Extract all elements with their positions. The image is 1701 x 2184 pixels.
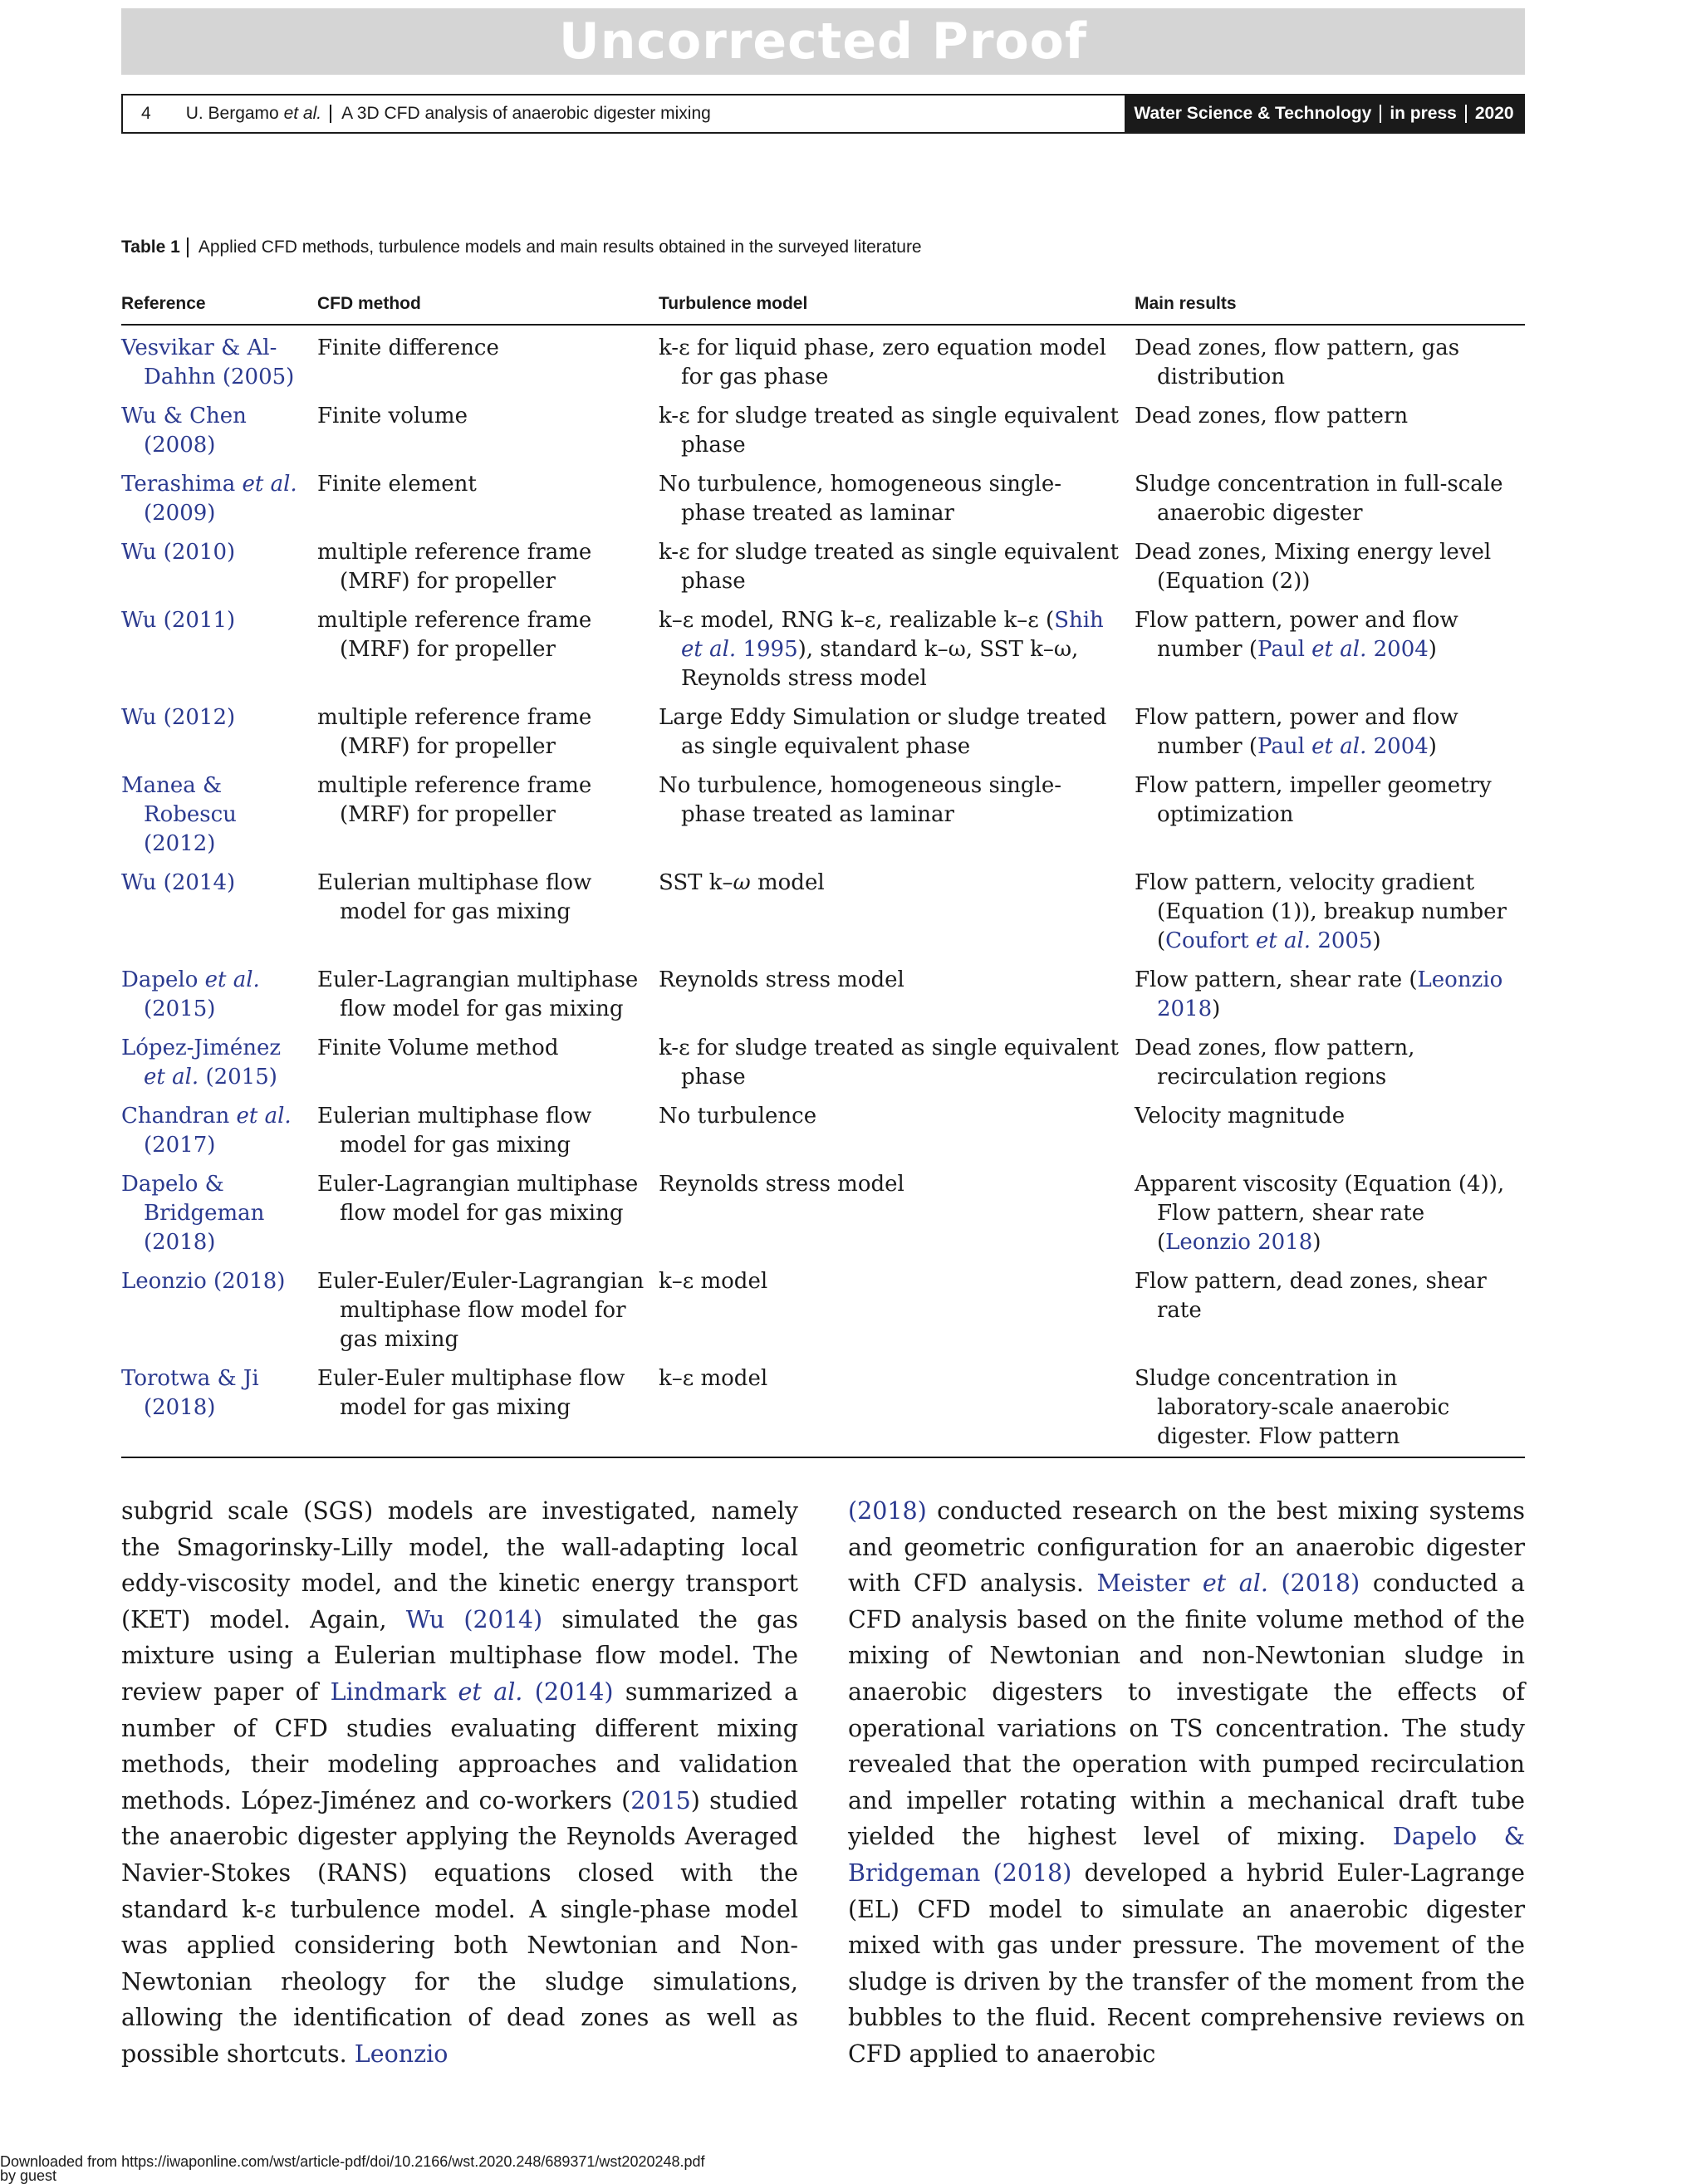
body-text: developed a hybrid Euler-Lagrange (EL) CFD model to simulate an anaerobic digester mixed with gas under pressure. The movement of the sludge is driven by the transfer of the moment from the bubbles to the fluid. Recent comprehensive reviews on CFD applied to anaerobic xyxy=(848,1858,1525,2068)
turbulence-model-cell xyxy=(659,606,1135,703)
journal-box xyxy=(1125,95,1523,132)
cell-text: Flow pattern, impeller geometry optimization xyxy=(1135,773,1492,827)
table-row xyxy=(121,325,1525,402)
cell-text: k–ε model, RNG k–ε, realizable k–ε ( xyxy=(659,608,1055,633)
header-reference: Reference xyxy=(121,291,317,325)
literature-table xyxy=(121,291,1525,1458)
reference-cell xyxy=(121,869,317,966)
table-caption xyxy=(121,237,922,257)
citation-link[interactable]: Dapelo & Bridgeman (2018) xyxy=(121,1172,265,1255)
journal-status: in press xyxy=(1390,104,1457,123)
citation-link[interactable]: et al. xyxy=(681,637,737,662)
turbulence-model-cell xyxy=(659,1102,1135,1170)
header-main-results: Main results xyxy=(1135,291,1525,325)
reference-cell xyxy=(121,1267,317,1364)
body-text: summarized a number of CFD studies evaluating different mixing methods, their modeling approaches and validation methods. López-Jiménez and co-workers ( xyxy=(121,1677,799,1814)
reference-cell xyxy=(121,1034,317,1102)
cfd-method-cell xyxy=(317,703,659,771)
main-results-cell xyxy=(1135,606,1525,703)
cfd-method-cell xyxy=(317,771,659,869)
journal-name: Water Science & Technology xyxy=(1134,104,1372,123)
cfd-method-cell xyxy=(317,869,659,966)
cfd-method-cell xyxy=(317,1267,659,1364)
cell-text: k–ε model xyxy=(659,1269,768,1294)
citation-link[interactable]: Chandran xyxy=(121,1104,237,1129)
cfd-method-cell xyxy=(317,325,659,402)
cell-text: Finite difference xyxy=(317,335,499,360)
citation-link[interactable]: et al. xyxy=(242,472,297,497)
cell-text: multiple reference frame (MRF) for propeller xyxy=(317,540,592,594)
reference-cell xyxy=(121,538,317,606)
cell-text: Reynolds stress model xyxy=(659,1172,904,1197)
table-row xyxy=(121,538,1525,606)
table-label: Table 1 xyxy=(121,237,180,257)
turbulence-model-cell xyxy=(659,538,1135,606)
citation-link[interactable]: et al. xyxy=(1202,1569,1268,1598)
citation-link[interactable]: Wu & Chen (2008) xyxy=(121,404,247,458)
citation-link[interactable]: 2004 xyxy=(1366,734,1429,759)
divider xyxy=(187,237,189,257)
cell-text: Flow pattern, shear rate ( xyxy=(1135,967,1418,992)
cell-text: Eulerian multiphase flow model for gas mixing xyxy=(317,1104,592,1158)
cell-text: ) xyxy=(1372,928,1381,953)
cell-text: Finite Volume method xyxy=(317,1036,559,1060)
table-row xyxy=(121,703,1525,771)
cell-text: ) xyxy=(1428,637,1437,662)
cell-text: Reynolds stress model xyxy=(659,967,904,992)
main-results-cell xyxy=(1135,771,1525,869)
citation-link[interactable]: (2014) xyxy=(522,1677,614,1706)
cell-text: Euler-Lagrangian multiphase flow model for gas mixing xyxy=(317,1172,639,1226)
cell-text: Large Eddy Simulation or sludge treated as single equivalent phase xyxy=(659,705,1107,759)
reference-cell xyxy=(121,1102,317,1170)
citation-link[interactable]: Leonzio 2018 xyxy=(1165,1230,1313,1255)
citation-link[interactable]: (2018) xyxy=(1267,1569,1360,1598)
table-row xyxy=(121,1267,1525,1364)
cell-text: Dead zones, flow pattern xyxy=(1135,404,1409,428)
table-row xyxy=(121,1364,1525,1457)
cell-text: Finite volume xyxy=(317,404,468,428)
cell-text: No turbulence xyxy=(659,1104,817,1129)
citation-link[interactable]: Wu (2012) xyxy=(121,705,236,730)
running-head-authors: U. Bergamo xyxy=(185,104,284,123)
cell-text: ) xyxy=(1312,1230,1321,1255)
turbulence-model-cell xyxy=(659,470,1135,538)
cell-text: k-ε for sludge treated as single equivalent phase xyxy=(659,404,1119,458)
cell-text: Flow pattern, power and flow number ( xyxy=(1135,608,1458,662)
cfd-method-cell xyxy=(317,470,659,538)
reference-cell xyxy=(121,966,317,1034)
cell-text: Sludge concentration in laboratory-scale anaerobic digester. Flow pattern xyxy=(1135,1366,1450,1449)
uncorrected-proof-banner: Uncorrected Proof xyxy=(121,8,1525,75)
body-column-left xyxy=(121,1493,798,2073)
cell-text: k-ε for sludge treated as single equivalent phase xyxy=(659,540,1119,594)
turbulence-model-cell xyxy=(659,771,1135,869)
cell-text: ), standard k–ω, SST k–ω, Reynolds stress model xyxy=(681,637,1079,691)
cell-text: ) xyxy=(1428,734,1437,759)
reference-cell xyxy=(121,325,317,402)
main-results-cell xyxy=(1135,538,1525,606)
cell-text: Flow pattern, dead zones, shear rate xyxy=(1135,1269,1487,1323)
running-head xyxy=(121,94,1525,134)
citation-link[interactable]: Meister xyxy=(1096,1569,1203,1598)
citation-link[interactable]: 2005 xyxy=(1311,928,1373,953)
citation-link[interactable]: Paul xyxy=(1257,637,1312,662)
citation-link[interactable]: Wu (2014) xyxy=(405,1605,543,1633)
main-results-cell xyxy=(1135,1267,1525,1364)
turbulence-model-cell xyxy=(659,703,1135,771)
cfd-method-cell xyxy=(317,966,659,1034)
download-byline: by guest xyxy=(0,2167,57,2184)
table-row xyxy=(121,1102,1525,1170)
body-text: simulated the gas mixture using a Eulerian multiphase flow model. The review paper of xyxy=(121,1605,798,1706)
cell-text: multiple reference frame (MRF) for propeller xyxy=(317,608,592,662)
table-caption-text: Applied CFD methods, turbulence models and main results obtained in the surveyed literature xyxy=(198,237,922,257)
citation-link[interactable]: Leonzio 2018 xyxy=(1157,967,1503,1021)
citation-link[interactable]: Paul xyxy=(1257,734,1312,759)
citation-link[interactable]: Dapelo xyxy=(121,967,205,992)
cell-text: Dead zones, flow pattern, recirculation regions xyxy=(1135,1036,1415,1090)
citation-link[interactable]: et al. xyxy=(236,1104,292,1129)
citation-link[interactable]: Torotwa & Ji (2018) xyxy=(121,1366,259,1420)
cell-text: Euler-Euler/Euler-Lagrangian multiphase flow model for gas mixing xyxy=(317,1269,645,1352)
table-body xyxy=(121,325,1525,1457)
citation-link[interactable]: Vesvikar & Al-Dahhn (2005) xyxy=(121,335,295,389)
cell-text: Euler-Lagrangian multiphase flow model for gas mixing xyxy=(317,967,639,1021)
main-results-cell xyxy=(1135,966,1525,1034)
reference-cell xyxy=(121,771,317,869)
cell-text: Flow pattern, velocity gradient (Equation (1)), breakup number ( xyxy=(1135,870,1507,953)
citation-link[interactable]: et al. xyxy=(458,1677,523,1706)
page-number: 4 xyxy=(141,104,151,123)
turbulence-model-cell xyxy=(659,1364,1135,1457)
reference-cell xyxy=(121,1170,317,1267)
turbulence-model-cell xyxy=(659,402,1135,470)
citation-link[interactable]: et al. xyxy=(1311,637,1367,662)
cell-text: Euler-Euler multiphase flow model for gas mixing xyxy=(317,1366,625,1420)
cell-text: multiple reference frame (MRF) for propeller xyxy=(317,705,592,759)
cell-text: ω xyxy=(733,870,751,895)
citation-link[interactable]: Manea & Robescu (2012) xyxy=(121,773,237,856)
divider xyxy=(1380,105,1381,123)
reference-cell xyxy=(121,606,317,703)
running-head-title: A 3D CFD analysis of anaerobic digester mixing xyxy=(341,104,711,123)
table-row xyxy=(121,1170,1525,1267)
divider xyxy=(330,105,331,123)
cfd-method-cell xyxy=(317,606,659,703)
download-footer xyxy=(0,2155,705,2183)
table-row xyxy=(121,1034,1525,1102)
citation-link[interactable]: et al. xyxy=(1255,928,1311,953)
header-turbulence-model: Turbulence model xyxy=(659,291,1135,325)
main-results-cell xyxy=(1135,325,1525,402)
cell-text: k–ε model xyxy=(659,1366,768,1391)
cfd-method-cell xyxy=(317,402,659,470)
main-results-cell xyxy=(1135,470,1525,538)
citation-link[interactable]: (2018) xyxy=(848,1497,927,1525)
cell-text: Finite element xyxy=(317,472,477,497)
citation-link[interactable]: Lindmark xyxy=(330,1677,458,1706)
cell-text: k-ε for sludge treated as single equivalent phase xyxy=(659,1036,1119,1090)
cell-text: model xyxy=(750,870,825,895)
citation-link[interactable]: Dapelo & Bridgeman (2018) xyxy=(848,1823,1526,1887)
turbulence-model-cell xyxy=(659,1034,1135,1102)
turbulence-model-cell xyxy=(659,869,1135,966)
main-results-cell xyxy=(1135,1102,1525,1170)
table-row xyxy=(121,869,1525,966)
cell-text: Flow pattern, power and flow number ( xyxy=(1135,705,1458,759)
body-text: ) studied the anaerobic digester applying the Reynolds Averaged Navier-Stokes (RANS) equations closed with the standard k-ε turbulence model. A single-phase model was applied considering both Newtonian and Non-Newtonian rheology for the sludge simulations, allowing the identification of dead zones as well as possible shortcuts. xyxy=(121,1786,798,2068)
cell-text: multiple reference frame (MRF) for propeller xyxy=(317,773,592,827)
cfd-method-cell xyxy=(317,1034,659,1102)
cell-text: Dead zones, flow pattern, gas distribution xyxy=(1135,335,1460,389)
cell-text: Dead zones, Mixing energy level (Equation (2)) xyxy=(1135,540,1492,594)
citation-link[interactable]: (2015) xyxy=(199,1065,277,1090)
citation-link[interactable]: 1995 xyxy=(736,637,798,662)
journal-year: 2020 xyxy=(1474,104,1514,123)
main-results-cell xyxy=(1135,869,1525,966)
table-row xyxy=(121,771,1525,869)
citation-link[interactable]: 2015 xyxy=(630,1786,691,1814)
citation-link[interactable]: (2015) xyxy=(144,997,216,1021)
cell-text: Eulerian multiphase flow model for gas mixing xyxy=(317,870,592,924)
running-head-etal: et al. xyxy=(283,104,322,123)
body-text: subgrid scale (SGS) models are investigated, namely the Smagorinsky-Lilly model, the wall-adapting local eddy-viscosity model, and the kinetic energy transport (KET) model. Again, xyxy=(121,1497,798,1633)
cell-text: k-ε for liquid phase, zero equation model for gas phase xyxy=(659,335,1106,389)
main-results-cell xyxy=(1135,703,1525,771)
cell-text: Velocity magnitude xyxy=(1135,1104,1346,1129)
table-row xyxy=(121,402,1525,470)
main-results-cell xyxy=(1135,1364,1525,1457)
citation-link[interactable]: et al. xyxy=(1311,734,1367,759)
citation-link[interactable]: Leonzio (2018) xyxy=(121,1269,286,1294)
reference-cell xyxy=(121,1364,317,1457)
cell-text: Apparent viscosity (Equation (4)), Flow pattern, shear rate ( xyxy=(1135,1172,1505,1255)
table-row xyxy=(121,470,1525,538)
citation-link[interactable]: Wu (2010) xyxy=(121,540,236,565)
table-row xyxy=(121,606,1525,703)
body-column-right xyxy=(848,1493,1525,2073)
turbulence-model-cell xyxy=(659,966,1135,1034)
main-results-cell xyxy=(1135,402,1525,470)
citation-link[interactable]: et al. xyxy=(204,967,260,992)
turbulence-model-cell xyxy=(659,325,1135,402)
cfd-method-cell xyxy=(317,1364,659,1457)
reference-cell xyxy=(121,470,317,538)
cell-text: No turbulence, homogeneous single-phase treated as laminar xyxy=(659,773,1062,827)
body-paragraph xyxy=(848,1493,1525,2073)
download-url: Downloaded from https://iwaponline.com/wst/article-pdf/doi/10.2166/wst.2020.248/689371/wst2020248.pdf xyxy=(0,2153,705,2170)
cfd-method-cell xyxy=(317,1170,659,1267)
citation-link[interactable]: Wu (2011) xyxy=(121,608,236,633)
citation-link[interactable]: (2009) xyxy=(144,501,216,526)
body-paragraph xyxy=(121,1493,798,2073)
cell-text: ) xyxy=(1212,997,1221,1021)
table-row xyxy=(121,966,1525,1034)
body-text: conducted research on the best mixing systems and geometric configuration for an anaerobic digester with CFD analysis. xyxy=(848,1497,1525,1598)
citation-link[interactable]: López-Jiménez xyxy=(121,1036,282,1060)
turbulence-model-cell xyxy=(659,1267,1135,1364)
cell-text: SST k– xyxy=(659,870,733,895)
citation-link[interactable]: Coufort xyxy=(1165,928,1256,953)
cell-text: Sludge concentration in full-scale anaerobic digester xyxy=(1135,472,1503,526)
reference-cell xyxy=(121,703,317,771)
citation-link[interactable]: Terashima xyxy=(121,472,243,497)
header-cfd-method: CFD method xyxy=(317,291,659,325)
cfd-method-cell xyxy=(317,538,659,606)
main-results-cell xyxy=(1135,1170,1525,1267)
table-header-row xyxy=(121,291,1525,325)
citation-link[interactable]: (2017) xyxy=(144,1133,216,1158)
cell-text: No turbulence, homogeneous single-phase treated as laminar xyxy=(659,472,1062,526)
running-head-left xyxy=(141,95,711,132)
citation-link[interactable]: Shih xyxy=(1054,608,1104,633)
citation-link[interactable]: Wu (2014) xyxy=(121,870,236,895)
citation-link[interactable]: Leonzio xyxy=(354,2040,449,2068)
body-text: conducted a CFD analysis based on the finite volume method of the mixing of Newtonian and non-Newtonian sludge in anaerobic digesters to investigate the effects of operational variations on TS concentration. The study revealed that the operation with pumped recirculation and impeller rotating within a mechanical draft tube yielded the highest level of mixing. xyxy=(848,1569,1526,1851)
reference-cell xyxy=(121,402,317,470)
citation-link[interactable]: 2004 xyxy=(1366,637,1429,662)
turbulence-model-cell xyxy=(659,1170,1135,1267)
cfd-method-cell xyxy=(317,1102,659,1170)
main-results-cell xyxy=(1135,1034,1525,1102)
divider xyxy=(1465,105,1467,123)
citation-link[interactable]: et al. xyxy=(144,1065,199,1090)
